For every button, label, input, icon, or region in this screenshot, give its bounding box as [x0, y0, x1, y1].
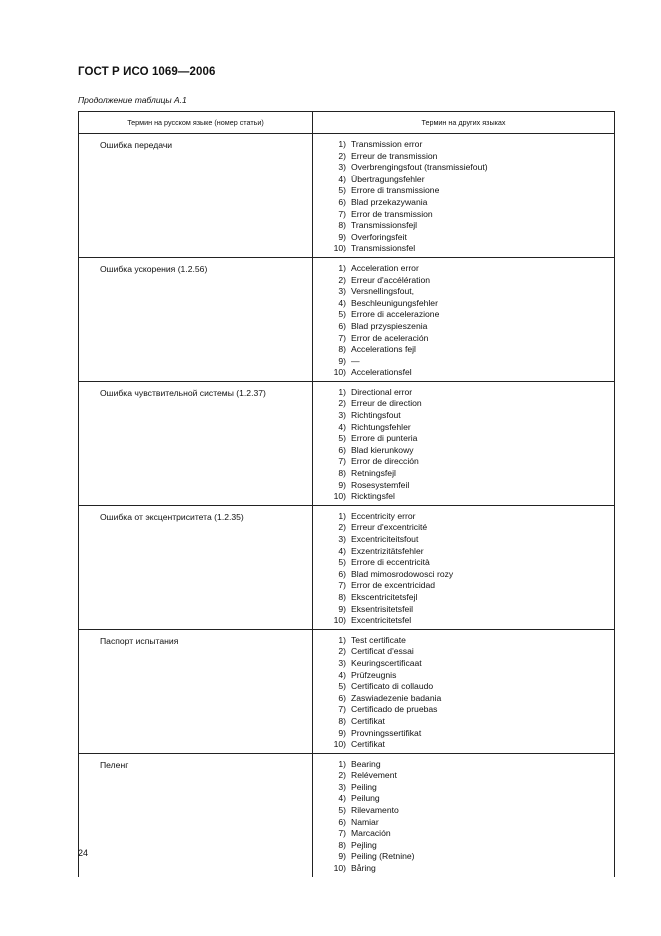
- item-text: Certificado de pruebas: [351, 704, 438, 715]
- item-number: 4): [338, 173, 346, 184]
- translation-item: [333, 759, 614, 771]
- translation-item: [333, 344, 614, 356]
- item-number: 4): [338, 297, 346, 308]
- russian-term-cell: [79, 134, 313, 258]
- translation-item: [333, 828, 614, 840]
- column-header-other-languages: Термин на других языках: [313, 112, 615, 134]
- translation-item: [333, 739, 614, 751]
- page-number: 24: [78, 848, 89, 858]
- translation-item: [333, 728, 614, 740]
- item-text: Transmissionsfejl: [351, 220, 418, 231]
- translations-list: [313, 630, 614, 753]
- item-number: 9): [338, 479, 346, 490]
- translation-item: [333, 557, 614, 569]
- item-text: Accelerations fejl: [351, 344, 416, 355]
- item-text: Acceleration error: [351, 262, 419, 273]
- item-number: 2): [338, 150, 346, 161]
- translations-cell: [313, 134, 615, 258]
- item-number: 2): [338, 770, 346, 781]
- item-number: 6): [338, 816, 346, 827]
- item-number: 1): [338, 510, 346, 521]
- item-number: 2): [338, 522, 346, 533]
- item-number: 3): [338, 534, 346, 544]
- item-number: 8): [338, 715, 346, 726]
- translation-item: [333, 569, 614, 581]
- translation-item: [333, 635, 614, 647]
- item-text: Erreur de transmission: [351, 150, 438, 161]
- table-row: [79, 629, 615, 753]
- translation-item: [333, 534, 614, 546]
- translation-item: [333, 151, 614, 163]
- item-text: Beschleunigungsfehler: [351, 297, 438, 308]
- item-text: Retningsfejl: [351, 468, 396, 479]
- translation-item: [333, 321, 614, 333]
- item-text: Blad przyspieszenia: [351, 320, 428, 331]
- translation-item: [333, 693, 614, 705]
- item-number: 8): [338, 468, 346, 479]
- translation-item: [333, 162, 614, 174]
- item-number: 6): [338, 692, 346, 703]
- item-number: 8): [338, 591, 346, 602]
- item-number: 10): [333, 739, 346, 750]
- item-number: 6): [338, 196, 346, 207]
- translation-item: [333, 604, 614, 616]
- russian-term-cell: [79, 629, 313, 753]
- item-text: —: [351, 355, 360, 366]
- translation-item: [333, 817, 614, 829]
- translation-item: [333, 646, 614, 658]
- item-number: 9): [338, 851, 346, 862]
- item-text: Error de excentricidad: [351, 580, 436, 591]
- translation-item: [333, 197, 614, 209]
- item-number: 7): [338, 208, 346, 219]
- russian-term: Ошибка ускорения (1.2.56): [100, 263, 208, 274]
- item-text: Excentricitetsfel: [351, 615, 412, 626]
- item-text: Blad mimosrodowosci rozy: [351, 568, 454, 579]
- translation-item: [333, 220, 614, 232]
- item-number: 6): [338, 320, 346, 331]
- item-number: 10): [333, 243, 346, 254]
- russian-term-cell: [79, 381, 313, 505]
- translation-item: [333, 263, 614, 275]
- item-number: 10): [333, 615, 346, 626]
- item-number: 7): [338, 704, 346, 715]
- item-text: Erreur d'excentricité: [351, 522, 428, 533]
- item-number: 1): [338, 386, 346, 397]
- translations-list: [313, 754, 614, 877]
- russian-term-cell: [79, 505, 313, 629]
- russian-term-cell: [79, 753, 313, 876]
- translation-item: [333, 511, 614, 523]
- russian-term: Паспорт испытания: [100, 635, 179, 646]
- item-number: 10): [333, 367, 346, 378]
- item-number: 9): [338, 727, 346, 738]
- russian-term: Ошибка чувствительной системы (1.2.37): [100, 387, 266, 398]
- item-number: 9): [338, 231, 346, 242]
- item-text: Errore di transmissione: [351, 185, 440, 196]
- item-text: Prüfzeugnis: [351, 669, 397, 680]
- translation-item: [333, 286, 614, 298]
- table-row: [79, 134, 615, 258]
- translation-item: [333, 681, 614, 693]
- item-text: Provningssertifikat: [351, 727, 422, 738]
- item-number: 4): [338, 545, 346, 556]
- item-text: Marcación: [351, 828, 391, 839]
- item-text: Certifikat: [351, 739, 385, 750]
- item-text: Blad kierunkowy: [351, 444, 414, 455]
- item-text: Pejling: [351, 839, 377, 850]
- item-text: Errore di punteria: [351, 433, 418, 444]
- table-row: [79, 257, 615, 381]
- item-number: 3): [338, 286, 346, 297]
- table-row: [79, 505, 615, 629]
- item-number: 7): [338, 456, 346, 467]
- item-text: Erreur d'accélération: [351, 274, 431, 285]
- translation-item: [333, 232, 614, 244]
- translation-item: [333, 592, 614, 604]
- item-text: Directional error: [351, 386, 413, 397]
- translations-list: [313, 506, 614, 629]
- translation-item: [333, 398, 614, 410]
- translation-item: [333, 185, 614, 197]
- translations-cell: [313, 381, 615, 505]
- translation-item: [333, 433, 614, 445]
- item-text: Error de transmission: [351, 208, 433, 219]
- translation-item: [333, 275, 614, 287]
- item-text: Error de aceleración: [351, 332, 429, 343]
- item-number: 5): [338, 681, 346, 692]
- item-number: 1): [338, 758, 346, 769]
- translation-item: [333, 770, 614, 782]
- translation-item: [333, 333, 614, 345]
- item-number: 8): [338, 344, 346, 355]
- translations-list: [313, 382, 614, 505]
- item-text: Errore di accelerazione: [351, 309, 440, 320]
- translation-item: [333, 522, 614, 534]
- item-number: 5): [338, 805, 346, 816]
- item-text: Overbrengingsfout (transmissiefout): [351, 162, 488, 173]
- translation-item: [333, 367, 614, 379]
- item-number: 6): [338, 568, 346, 579]
- item-number: 2): [338, 274, 346, 285]
- item-number: 1): [338, 139, 346, 149]
- translation-item: [333, 546, 614, 558]
- item-number: 2): [338, 398, 346, 409]
- item-text: Båring: [351, 863, 376, 874]
- item-number: 5): [338, 185, 346, 196]
- item-text: Richtingsfout: [351, 410, 401, 421]
- translation-item: [333, 456, 614, 468]
- item-number: 4): [338, 421, 346, 432]
- item-text: Exzentrizitätsfehler: [351, 545, 424, 556]
- item-number: 7): [338, 580, 346, 591]
- russian-term: Пеленг: [100, 759, 129, 770]
- document-title: ГОСТ Р ИСО 1069—2006: [78, 66, 216, 78]
- item-text: Erreur de direction: [351, 398, 422, 409]
- item-text: Eksentrisitetsfeil: [351, 603, 414, 614]
- russian-term: Ошибка от эксцентриситета (1.2.35): [100, 511, 244, 522]
- item-text: Ricktingsfel: [351, 491, 395, 502]
- russian-term-cell: [79, 257, 313, 381]
- item-text: Certificato di collaudo: [351, 681, 434, 692]
- item-text: Versnellingsfout,: [351, 286, 415, 297]
- item-text: Bearing: [351, 758, 381, 769]
- translation-item: [333, 716, 614, 728]
- translation-item: [333, 782, 614, 794]
- translation-item: [333, 704, 614, 716]
- translation-item: [333, 840, 614, 852]
- item-text: Certifikat: [351, 715, 385, 726]
- translation-item: [333, 356, 614, 368]
- item-number: 5): [338, 557, 346, 568]
- item-number: 5): [338, 433, 346, 444]
- item-number: 3): [338, 162, 346, 173]
- item-number: 8): [338, 220, 346, 231]
- item-text: Keuringscertificaat: [351, 657, 422, 668]
- item-number: 1): [338, 634, 346, 645]
- translations-cell: [313, 257, 615, 381]
- item-number: 4): [338, 669, 346, 680]
- table-row: [79, 381, 615, 505]
- translation-item: [333, 387, 614, 399]
- item-text: Excentriciteitsfout: [351, 534, 419, 544]
- item-text: Peiling: [351, 781, 377, 792]
- item-number: 3): [338, 657, 346, 668]
- translations-list: [313, 258, 614, 381]
- translation-item: [333, 422, 614, 434]
- translation-item: [333, 863, 614, 875]
- item-number: 10): [333, 491, 346, 502]
- translation-item: [333, 468, 614, 480]
- item-number: 5): [338, 309, 346, 320]
- item-text: Zaswiadezenie badania: [351, 692, 442, 703]
- translation-item: [333, 410, 614, 422]
- item-text: Errore di eccentricità: [351, 557, 430, 568]
- table-caption: Продолжение таблицы А.1: [78, 95, 187, 105]
- item-text: Transmission error: [351, 139, 423, 149]
- item-text: Overforingsfeit: [351, 231, 407, 242]
- item-number: 7): [338, 332, 346, 343]
- item-text: Transmissionsfel: [351, 243, 416, 254]
- translation-item: [333, 805, 614, 817]
- item-number: 9): [338, 603, 346, 614]
- item-number: 8): [338, 839, 346, 850]
- item-text: Test certificate: [351, 634, 406, 645]
- table-body: [79, 134, 615, 877]
- translation-item: [333, 658, 614, 670]
- terms-table: [78, 111, 615, 877]
- table-row: [79, 753, 615, 876]
- column-header-russian: Термин на русском языке (номер статьи): [79, 112, 313, 134]
- item-text: Blad przekazywania: [351, 196, 428, 207]
- item-text: Relévement: [351, 770, 397, 781]
- translation-item: [333, 670, 614, 682]
- item-text: Accelerationsfel: [351, 367, 412, 378]
- item-number: 3): [338, 410, 346, 421]
- item-text: Certificat d'essai: [351, 646, 414, 657]
- translation-item: [333, 445, 614, 457]
- item-number: 9): [338, 355, 346, 366]
- table-header-row: [79, 112, 615, 134]
- item-number: 2): [338, 646, 346, 657]
- item-text: Peiling (Retnine): [351, 851, 415, 862]
- translation-item: [333, 851, 614, 863]
- item-text: Rosesystemfeil: [351, 479, 410, 490]
- translation-item: [333, 209, 614, 221]
- item-text: Eccentricity error: [351, 510, 416, 521]
- translation-item: [333, 174, 614, 186]
- item-number: 10): [333, 863, 346, 874]
- translation-item: [333, 793, 614, 805]
- translation-item: [333, 139, 614, 151]
- item-text: Error de dirección: [351, 456, 419, 467]
- russian-term: Ошибка передачи: [100, 140, 173, 150]
- item-number: 4): [338, 793, 346, 804]
- translation-item: [333, 580, 614, 592]
- translation-item: [333, 243, 614, 255]
- item-number: 3): [338, 781, 346, 792]
- item-text: Namiar: [351, 816, 379, 827]
- translations-cell: [313, 505, 615, 629]
- translations-list: [313, 134, 614, 257]
- item-number: 7): [338, 828, 346, 839]
- translation-item: [333, 309, 614, 321]
- translation-item: [333, 298, 614, 310]
- translation-item: [333, 491, 614, 503]
- translations-cell: [313, 753, 615, 876]
- translation-item: [333, 480, 614, 492]
- item-text: Richtungsfehler: [351, 421, 411, 432]
- item-text: Rilevamento: [351, 805, 399, 816]
- translations-cell: [313, 629, 615, 753]
- item-text: Ekscentricitetsfejl: [351, 591, 418, 602]
- item-number: 1): [338, 262, 346, 273]
- item-text: Peilung: [351, 793, 380, 804]
- item-text: Übertragungsfehler: [351, 173, 425, 184]
- item-number: 6): [338, 444, 346, 455]
- translation-item: [333, 615, 614, 627]
